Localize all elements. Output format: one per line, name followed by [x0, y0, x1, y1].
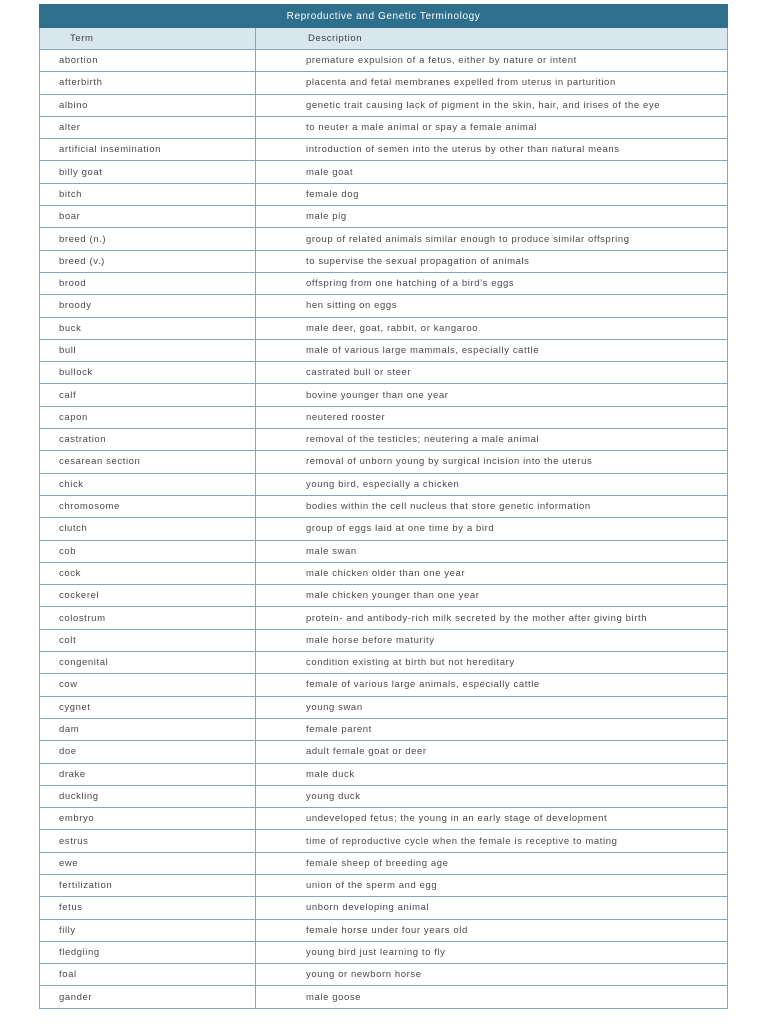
table-row	[40, 718, 728, 740]
term-cell: calf	[40, 384, 256, 406]
table-title: Reproductive and Genetic Terminology	[40, 5, 728, 28]
terminology-table-container	[39, 4, 727, 1009]
description-cell: male deer, goat, rabbit, or kangaroo	[256, 317, 728, 339]
term-cell: chick	[40, 473, 256, 495]
description-cell: hen sitting on eggs	[256, 295, 728, 317]
term-cell: chromosome	[40, 495, 256, 517]
table-row	[40, 830, 728, 852]
term-cell: fledgling	[40, 941, 256, 963]
term-cell: drake	[40, 763, 256, 785]
table-row	[40, 874, 728, 896]
term-cell: cob	[40, 540, 256, 562]
table-body	[40, 50, 728, 1009]
term-cell: bitch	[40, 183, 256, 205]
table-row	[40, 161, 728, 183]
description-cell: male pig	[256, 206, 728, 228]
column-header-term: Term	[40, 28, 256, 50]
table-row	[40, 763, 728, 785]
description-cell: offspring from one hatching of a bird’s eggs	[256, 272, 728, 294]
term-cell: foal	[40, 964, 256, 986]
table-row	[40, 674, 728, 696]
description-cell: female sheep of breeding age	[256, 852, 728, 874]
description-cell: male goat	[256, 161, 728, 183]
table-row	[40, 629, 728, 651]
description-cell: condition existing at birth but not hereditary	[256, 652, 728, 674]
description-cell: female parent	[256, 718, 728, 740]
description-cell: bovine younger than one year	[256, 384, 728, 406]
description-cell: removal of unborn young by surgical incision into the uterus	[256, 451, 728, 473]
table-row	[40, 585, 728, 607]
table-row	[40, 897, 728, 919]
description-cell: young duck	[256, 785, 728, 807]
table-row	[40, 295, 728, 317]
table-row	[40, 228, 728, 250]
table-row	[40, 941, 728, 963]
description-cell: male horse before maturity	[256, 629, 728, 651]
terminology-table	[39, 4, 728, 1009]
description-cell: female horse under four years old	[256, 919, 728, 941]
description-cell: to neuter a male animal or spay a female animal	[256, 116, 728, 138]
table-row	[40, 317, 728, 339]
table-row	[40, 919, 728, 941]
description-cell: bodies within the cell nucleus that store genetic information	[256, 495, 728, 517]
table-row	[40, 94, 728, 116]
term-cell: estrus	[40, 830, 256, 852]
table-row	[40, 473, 728, 495]
table-row	[40, 339, 728, 361]
table-row	[40, 964, 728, 986]
description-cell: removal of the testicles; neutering a male animal	[256, 429, 728, 451]
term-cell: ewe	[40, 852, 256, 874]
term-cell: cygnet	[40, 696, 256, 718]
term-cell: duckling	[40, 785, 256, 807]
description-cell: placenta and fetal membranes expelled from uterus in parturition	[256, 72, 728, 94]
description-cell: adult female goat or deer	[256, 741, 728, 763]
description-cell: introduction of semen into the uterus by other than natural means	[256, 139, 728, 161]
term-cell: fertilization	[40, 874, 256, 896]
description-cell: union of the sperm and egg	[256, 874, 728, 896]
table-row	[40, 607, 728, 629]
description-cell: male chicken older than one year	[256, 562, 728, 584]
table-row	[40, 406, 728, 428]
description-cell: male goose	[256, 986, 728, 1008]
table-row	[40, 250, 728, 272]
table-row	[40, 518, 728, 540]
description-cell: male duck	[256, 763, 728, 785]
term-cell: artificial insemination	[40, 139, 256, 161]
table-row	[40, 652, 728, 674]
table-row	[40, 986, 728, 1008]
table-row	[40, 362, 728, 384]
column-header-description: Description	[256, 28, 728, 50]
table-row	[40, 696, 728, 718]
table-row	[40, 785, 728, 807]
column-header-row	[40, 28, 728, 50]
description-cell: time of reproductive cycle when the female is receptive to mating	[256, 830, 728, 852]
table-row	[40, 139, 728, 161]
table-row	[40, 183, 728, 205]
table-row	[40, 206, 728, 228]
description-cell: female dog	[256, 183, 728, 205]
description-cell: premature expulsion of a fetus, either by nature or intent	[256, 50, 728, 72]
term-cell: breed (n.)	[40, 228, 256, 250]
term-cell: colostrum	[40, 607, 256, 629]
table-row	[40, 72, 728, 94]
term-cell: cock	[40, 562, 256, 584]
table-row	[40, 852, 728, 874]
table-row	[40, 429, 728, 451]
table-row	[40, 116, 728, 138]
term-cell: capon	[40, 406, 256, 428]
description-cell: young bird just learning to fly	[256, 941, 728, 963]
term-cell: cesarean section	[40, 451, 256, 473]
description-cell: genetic trait causing lack of pigment in the skin, hair, and irises of the eye	[256, 94, 728, 116]
description-cell: neutered rooster	[256, 406, 728, 428]
description-cell: to supervise the sexual propagation of animals	[256, 250, 728, 272]
table-row	[40, 451, 728, 473]
term-cell: albino	[40, 94, 256, 116]
term-cell: bullock	[40, 362, 256, 384]
term-cell: abortion	[40, 50, 256, 72]
term-cell: clutch	[40, 518, 256, 540]
term-cell: breed (v.)	[40, 250, 256, 272]
term-cell: embryo	[40, 808, 256, 830]
term-cell: bull	[40, 339, 256, 361]
term-cell: gander	[40, 986, 256, 1008]
term-cell: boar	[40, 206, 256, 228]
term-cell: brood	[40, 272, 256, 294]
term-cell: buck	[40, 317, 256, 339]
term-cell: cow	[40, 674, 256, 696]
table-row	[40, 272, 728, 294]
term-cell: filly	[40, 919, 256, 941]
table-title-row	[40, 5, 728, 28]
description-cell: female of various large animals, especially cattle	[256, 674, 728, 696]
description-cell: male of various large mammals, especially cattle	[256, 339, 728, 361]
term-cell: cockerel	[40, 585, 256, 607]
term-cell: colt	[40, 629, 256, 651]
term-cell: dam	[40, 718, 256, 740]
term-cell: congenital	[40, 652, 256, 674]
term-cell: alter	[40, 116, 256, 138]
term-cell: broody	[40, 295, 256, 317]
term-cell: afterbirth	[40, 72, 256, 94]
term-cell: castration	[40, 429, 256, 451]
table-row	[40, 495, 728, 517]
description-cell: unborn developing animal	[256, 897, 728, 919]
term-cell: fetus	[40, 897, 256, 919]
description-cell: group of eggs laid at one time by a bird	[256, 518, 728, 540]
table-row	[40, 808, 728, 830]
description-cell: protein- and antibody-rich milk secreted by the mother after giving birth	[256, 607, 728, 629]
description-cell: young swan	[256, 696, 728, 718]
description-cell: young bird, especially a chicken	[256, 473, 728, 495]
table-row	[40, 562, 728, 584]
description-cell: group of related animals similar enough to produce similar offspring	[256, 228, 728, 250]
term-cell: doe	[40, 741, 256, 763]
description-cell: castrated bull or steer	[256, 362, 728, 384]
table-row	[40, 540, 728, 562]
term-cell: billy goat	[40, 161, 256, 183]
description-cell: male swan	[256, 540, 728, 562]
table-row	[40, 50, 728, 72]
description-cell: young or newborn horse	[256, 964, 728, 986]
table-row	[40, 741, 728, 763]
description-cell: undeveloped fetus; the young in an early stage of development	[256, 808, 728, 830]
description-cell: male chicken younger than one year	[256, 585, 728, 607]
table-row	[40, 384, 728, 406]
